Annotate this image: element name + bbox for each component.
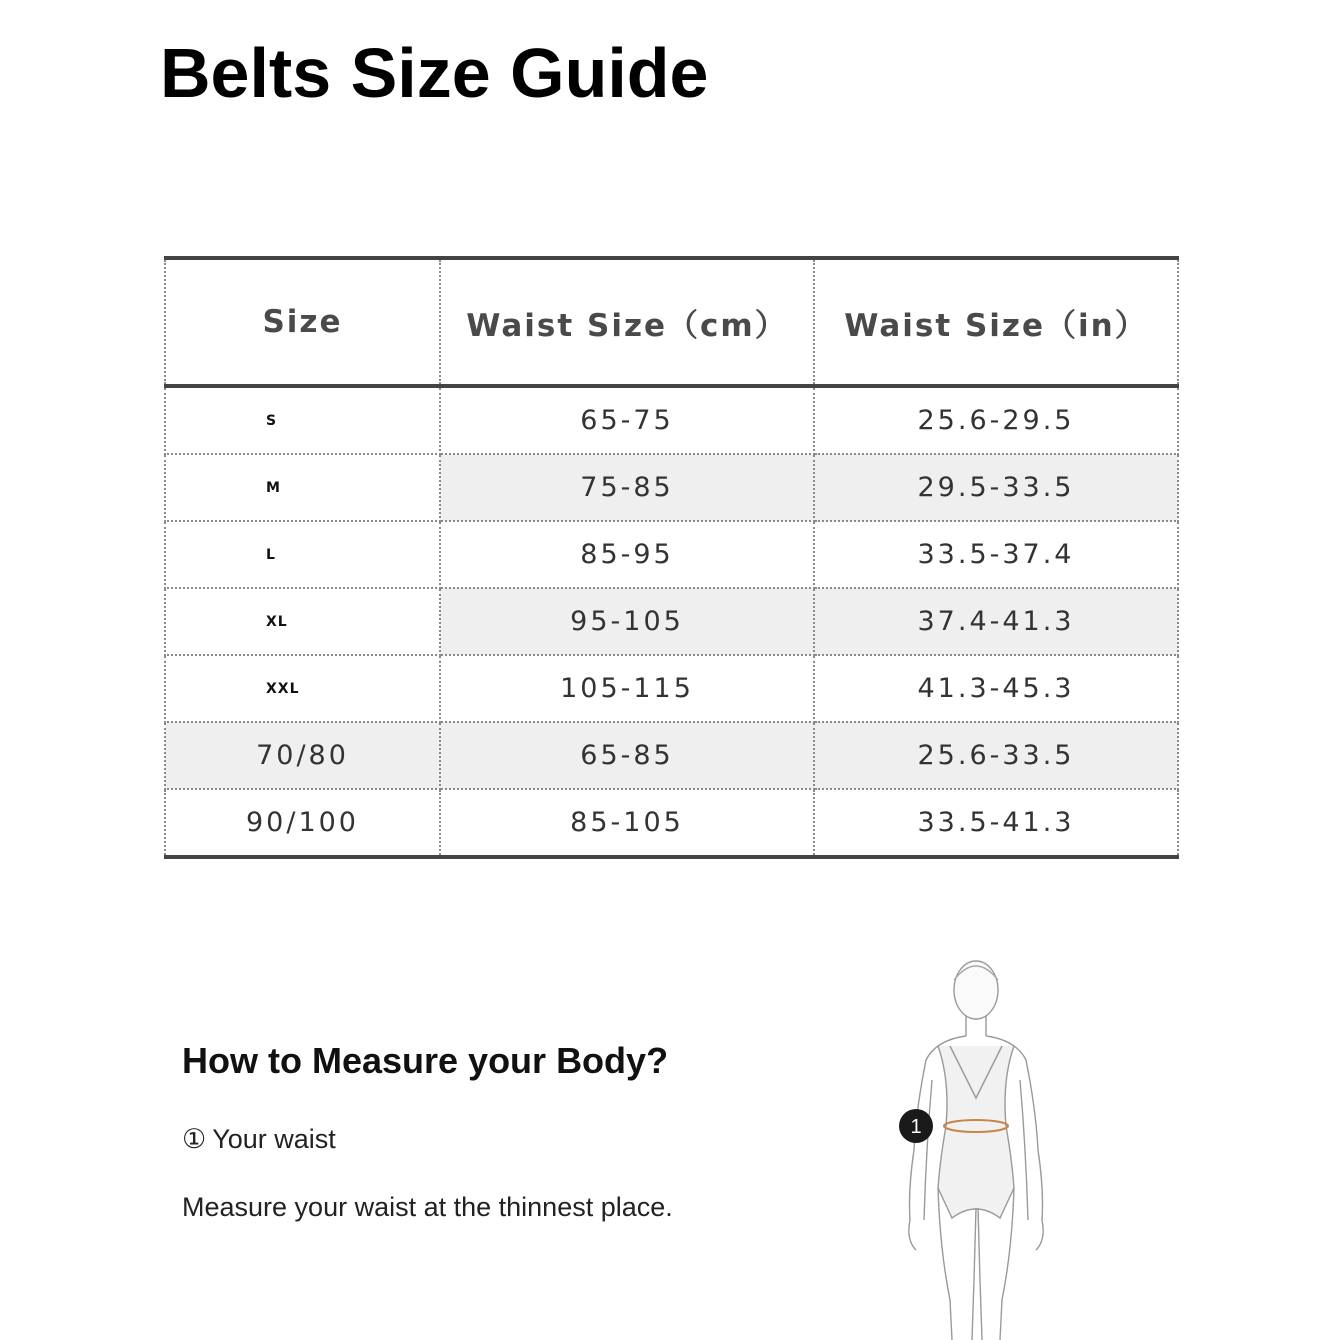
waist-cm-cell: 65-75 <box>440 386 814 454</box>
waist-in-cell: 29.5-33.5 <box>814 454 1178 521</box>
table-row <box>165 789 1178 857</box>
table-row <box>165 655 1178 722</box>
waist-cm-cell: 95-105 <box>440 588 814 655</box>
waist-cm-cell: 85-95 <box>440 521 814 588</box>
waist-in-cell: 41.3-45.3 <box>814 655 1178 722</box>
step-label: Your waist <box>212 1124 336 1154</box>
table-row <box>165 722 1178 789</box>
table-row <box>165 521 1178 588</box>
waist-cm-cell: 105-115 <box>440 655 814 722</box>
page-title: Belts Size Guide <box>160 34 709 112</box>
size-cell: 90/100 <box>165 789 440 857</box>
size-cell: M <box>165 454 440 521</box>
header-waist-cm: Waist Size（cm） <box>440 258 814 386</box>
waist-in-cell: 37.4-41.3 <box>814 588 1178 655</box>
size-cell: XXL <box>165 655 440 722</box>
table-row <box>165 454 1178 521</box>
size-table <box>164 256 1179 859</box>
waist-cm-cell: 75-85 <box>440 454 814 521</box>
waist-cm-cell: 85-105 <box>440 789 814 857</box>
measure-step <box>182 1124 336 1155</box>
waist-in-cell: 25.6-33.5 <box>814 722 1178 789</box>
size-cell: XL <box>165 588 440 655</box>
measure-heading: How to Measure your Body? <box>182 1040 669 1081</box>
header-waist-in: Waist Size（in） <box>814 258 1178 386</box>
table-row <box>165 386 1178 454</box>
measure-note: Measure your waist at the thinnest place. <box>182 1192 673 1222</box>
waist-in-cell: 25.6-29.5 <box>814 386 1178 454</box>
waist-marker-label: 1 <box>910 1116 922 1138</box>
waist-in-cell: 33.5-41.3 <box>814 789 1178 857</box>
size-cell: 70/80 <box>165 722 440 789</box>
size-cell: L <box>165 521 440 588</box>
body-figure <box>880 950 1080 1340</box>
table-row <box>165 588 1178 655</box>
waist-cm-cell: 65-85 <box>440 722 814 789</box>
header-size: Size <box>165 258 440 386</box>
step-number: ① <box>182 1124 207 1154</box>
table-header-row <box>165 258 1178 386</box>
size-cell: S <box>165 386 440 454</box>
waist-in-cell: 33.5-37.4 <box>814 521 1178 588</box>
